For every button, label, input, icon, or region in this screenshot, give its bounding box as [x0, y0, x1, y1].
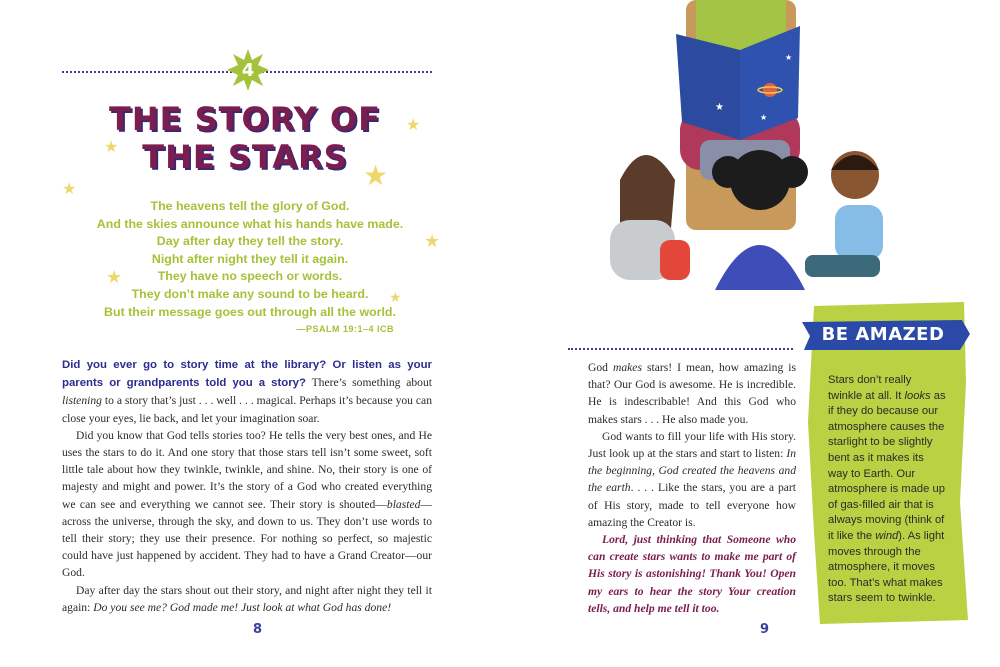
- title-line-2: THE STARS: [142, 138, 348, 176]
- body-text-right: [588, 359, 796, 617]
- text-run: God wants to fill your life with His story. Just look up at the stars and start to listen:: [588, 429, 796, 461]
- text-run: stars! I mean, how amazing is that? Our God is awesome. He is incredible. He is indescribable! And this God who makes stars . . . He also made you.: [588, 361, 796, 426]
- prayer-paragraph: Lord, just thinking that Someone who can create stars wants to make me part of His story is astonishing! Thank You! Open my ears to hear the story Your creation tells, and help me tell it too.: [588, 533, 796, 615]
- verse-line: They have no speech or words.: [157, 269, 343, 284]
- paragraph-1: [588, 359, 796, 428]
- decorative-star-icon: ★: [62, 181, 77, 198]
- emphasis: looks: [904, 389, 931, 402]
- verse-line: The heavens tell the glory of God.: [150, 199, 350, 213]
- emphasis: Do you see me? God made me! Just look at what God has done!: [93, 600, 392, 614]
- text-run: Stars don’t really twinkle at all. It: [828, 374, 912, 402]
- text-run: Did you know that God tells stories too? He tells the very best ones, and He uses the stars to do it. And one story that those stars tell isn’t some sweet, soft little tale about how they twinkle, twinkle, and shine. No, their story is one of majesty and might and power. It’s the story of a God who created everything we can see and everything we cannot see. Their story is shouted—: [62, 428, 432, 511]
- decorative-star-icon: ★: [406, 117, 421, 134]
- sidebar-text: [828, 373, 946, 607]
- chapter-number: 4: [241, 60, 255, 81]
- text-run: —across the universe, through the sky, and down to us. They don’t use words to tell their story; they use their presence. For nothing so perfect, so majestic could have just happened by accident. They had to have a Grand Creator—our God.: [62, 497, 432, 580]
- decorative-star-icon: ★: [104, 139, 119, 156]
- paragraph-2: [62, 427, 432, 582]
- decorative-star-icon: ★: [389, 289, 402, 305]
- text-run: There’s something about: [305, 376, 432, 390]
- paragraph-1: [62, 356, 432, 427]
- page-title: [0, 100, 490, 176]
- title-line-1: THE STORY OF: [109, 100, 381, 138]
- verse-line: They don’t make any sound to be heard.: [131, 286, 369, 301]
- text-run: God: [588, 361, 613, 374]
- section-divider: [568, 348, 793, 350]
- decorative-star-icon: ★: [424, 231, 441, 251]
- decorative-star-icon: ★: [363, 160, 389, 191]
- body-text-left: [62, 356, 432, 616]
- lead-question: Did you ever go to story time at the library? Or listen as your parents or grandparents told you a story?: [62, 359, 432, 390]
- verse-line: But their message goes out through all the world.: [104, 304, 396, 319]
- verse-line: And the skies announce what his hands have made.: [96, 216, 404, 231]
- emphasis: makes: [612, 361, 642, 374]
- svg-text:★: ★: [760, 113, 768, 122]
- sidebar-heading: BE AMAZED: [821, 324, 945, 345]
- text-run: ). As light moves through the atmosphere, it moves too. That’s what makes stars seem to twinkle.: [828, 529, 945, 605]
- text-run: Day after day the stars shout out their story, and night after night they tell it again:: [62, 583, 432, 614]
- emphasis: listening: [62, 394, 102, 408]
- paragraph-3: [62, 582, 432, 616]
- chapter-badge: [226, 48, 270, 92]
- storytime-illustration: [600, 0, 920, 300]
- emphasis: In the beginning, God created the heavens and the earth: [588, 447, 796, 495]
- verse-line: Day after day they tell the story.: [156, 234, 344, 249]
- right-page: [500, 0, 1000, 667]
- text-run: as if they do because our atmosphere causes the starlight to be slightly bent as it makes its way to Earth. Our atmosphere is made up of gas-filled air that is always moving (think of it like the: [828, 389, 946, 542]
- verse-line: Night after night they tell it again.: [151, 251, 349, 266]
- verse-reference: —PSALM 19:1–4 ICB: [296, 324, 394, 335]
- emphasis: blasted: [386, 497, 421, 511]
- page-number: 9: [760, 622, 770, 637]
- be-amazed-sidebar: [800, 302, 970, 624]
- page-number: 8: [253, 622, 263, 637]
- text-run: . . . . Like the stars, you are a part of His story, made to tell everyone how amazing the Creator is.: [588, 481, 796, 529]
- svg-text:★: ★: [715, 102, 724, 113]
- text-run: to a story that’s just . . . well . . . magical. Perhaps it’s because you can close your eyes, lie back, and let your imagination soar.: [62, 394, 432, 425]
- paragraph-2: [588, 428, 796, 531]
- svg-text:★: ★: [785, 53, 793, 62]
- emphasis: wind: [875, 529, 899, 542]
- scripture-verse: [80, 198, 420, 339]
- decorative-star-icon: ★: [106, 267, 123, 287]
